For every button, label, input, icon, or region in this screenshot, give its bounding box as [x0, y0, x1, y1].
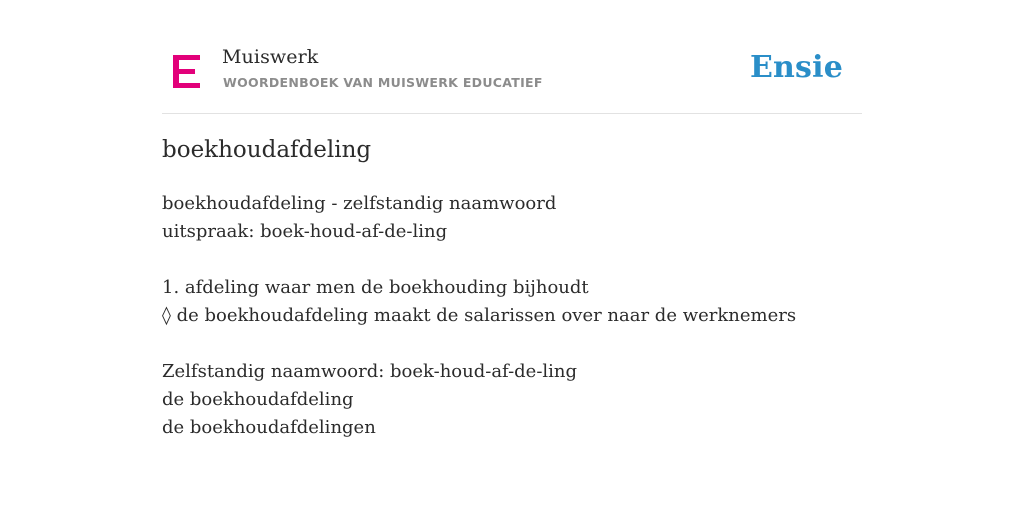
- entry-definition: 1. afdeling waar men de boekhouding bijhoudt: [162, 277, 589, 298]
- ensie-logo[interactable]: Ensie: [749, 50, 843, 85]
- brand-name[interactable]: Muiswerk: [222, 46, 319, 68]
- spacer: [162, 330, 862, 358]
- entry-plural: de boekhoudafdelingen: [162, 417, 376, 438]
- entry-pronunciation: uitspraak: boek-houd-af-de-ling: [162, 221, 448, 242]
- logo-bar-bottom: [173, 83, 200, 88]
- site-header: [162, 40, 862, 114]
- brand-subtitle: WOORDENBOEK VAN MUISWERK EDUCATIEF: [223, 75, 543, 90]
- logo-bar-top: [173, 55, 200, 60]
- logo-bar-middle: [173, 69, 195, 74]
- entry-content: [162, 190, 862, 442]
- entry-grammar-heading: Zelfstandig naamwoord: boek-houd-af-de-ling: [162, 361, 578, 382]
- spacer: [162, 246, 862, 274]
- entry-headline: boekhoudafdeling - zelfstandig naamwoord: [162, 193, 557, 214]
- entry-singular: de boekhoudafdeling: [162, 389, 354, 410]
- entry-example: ◊ de boekhoudafdeling maakt de salarissen over naar de werknemers: [162, 305, 797, 326]
- entry-title: boekhoudafdeling: [162, 137, 372, 163]
- muiswerk-logo-icon[interactable]: [173, 55, 200, 88]
